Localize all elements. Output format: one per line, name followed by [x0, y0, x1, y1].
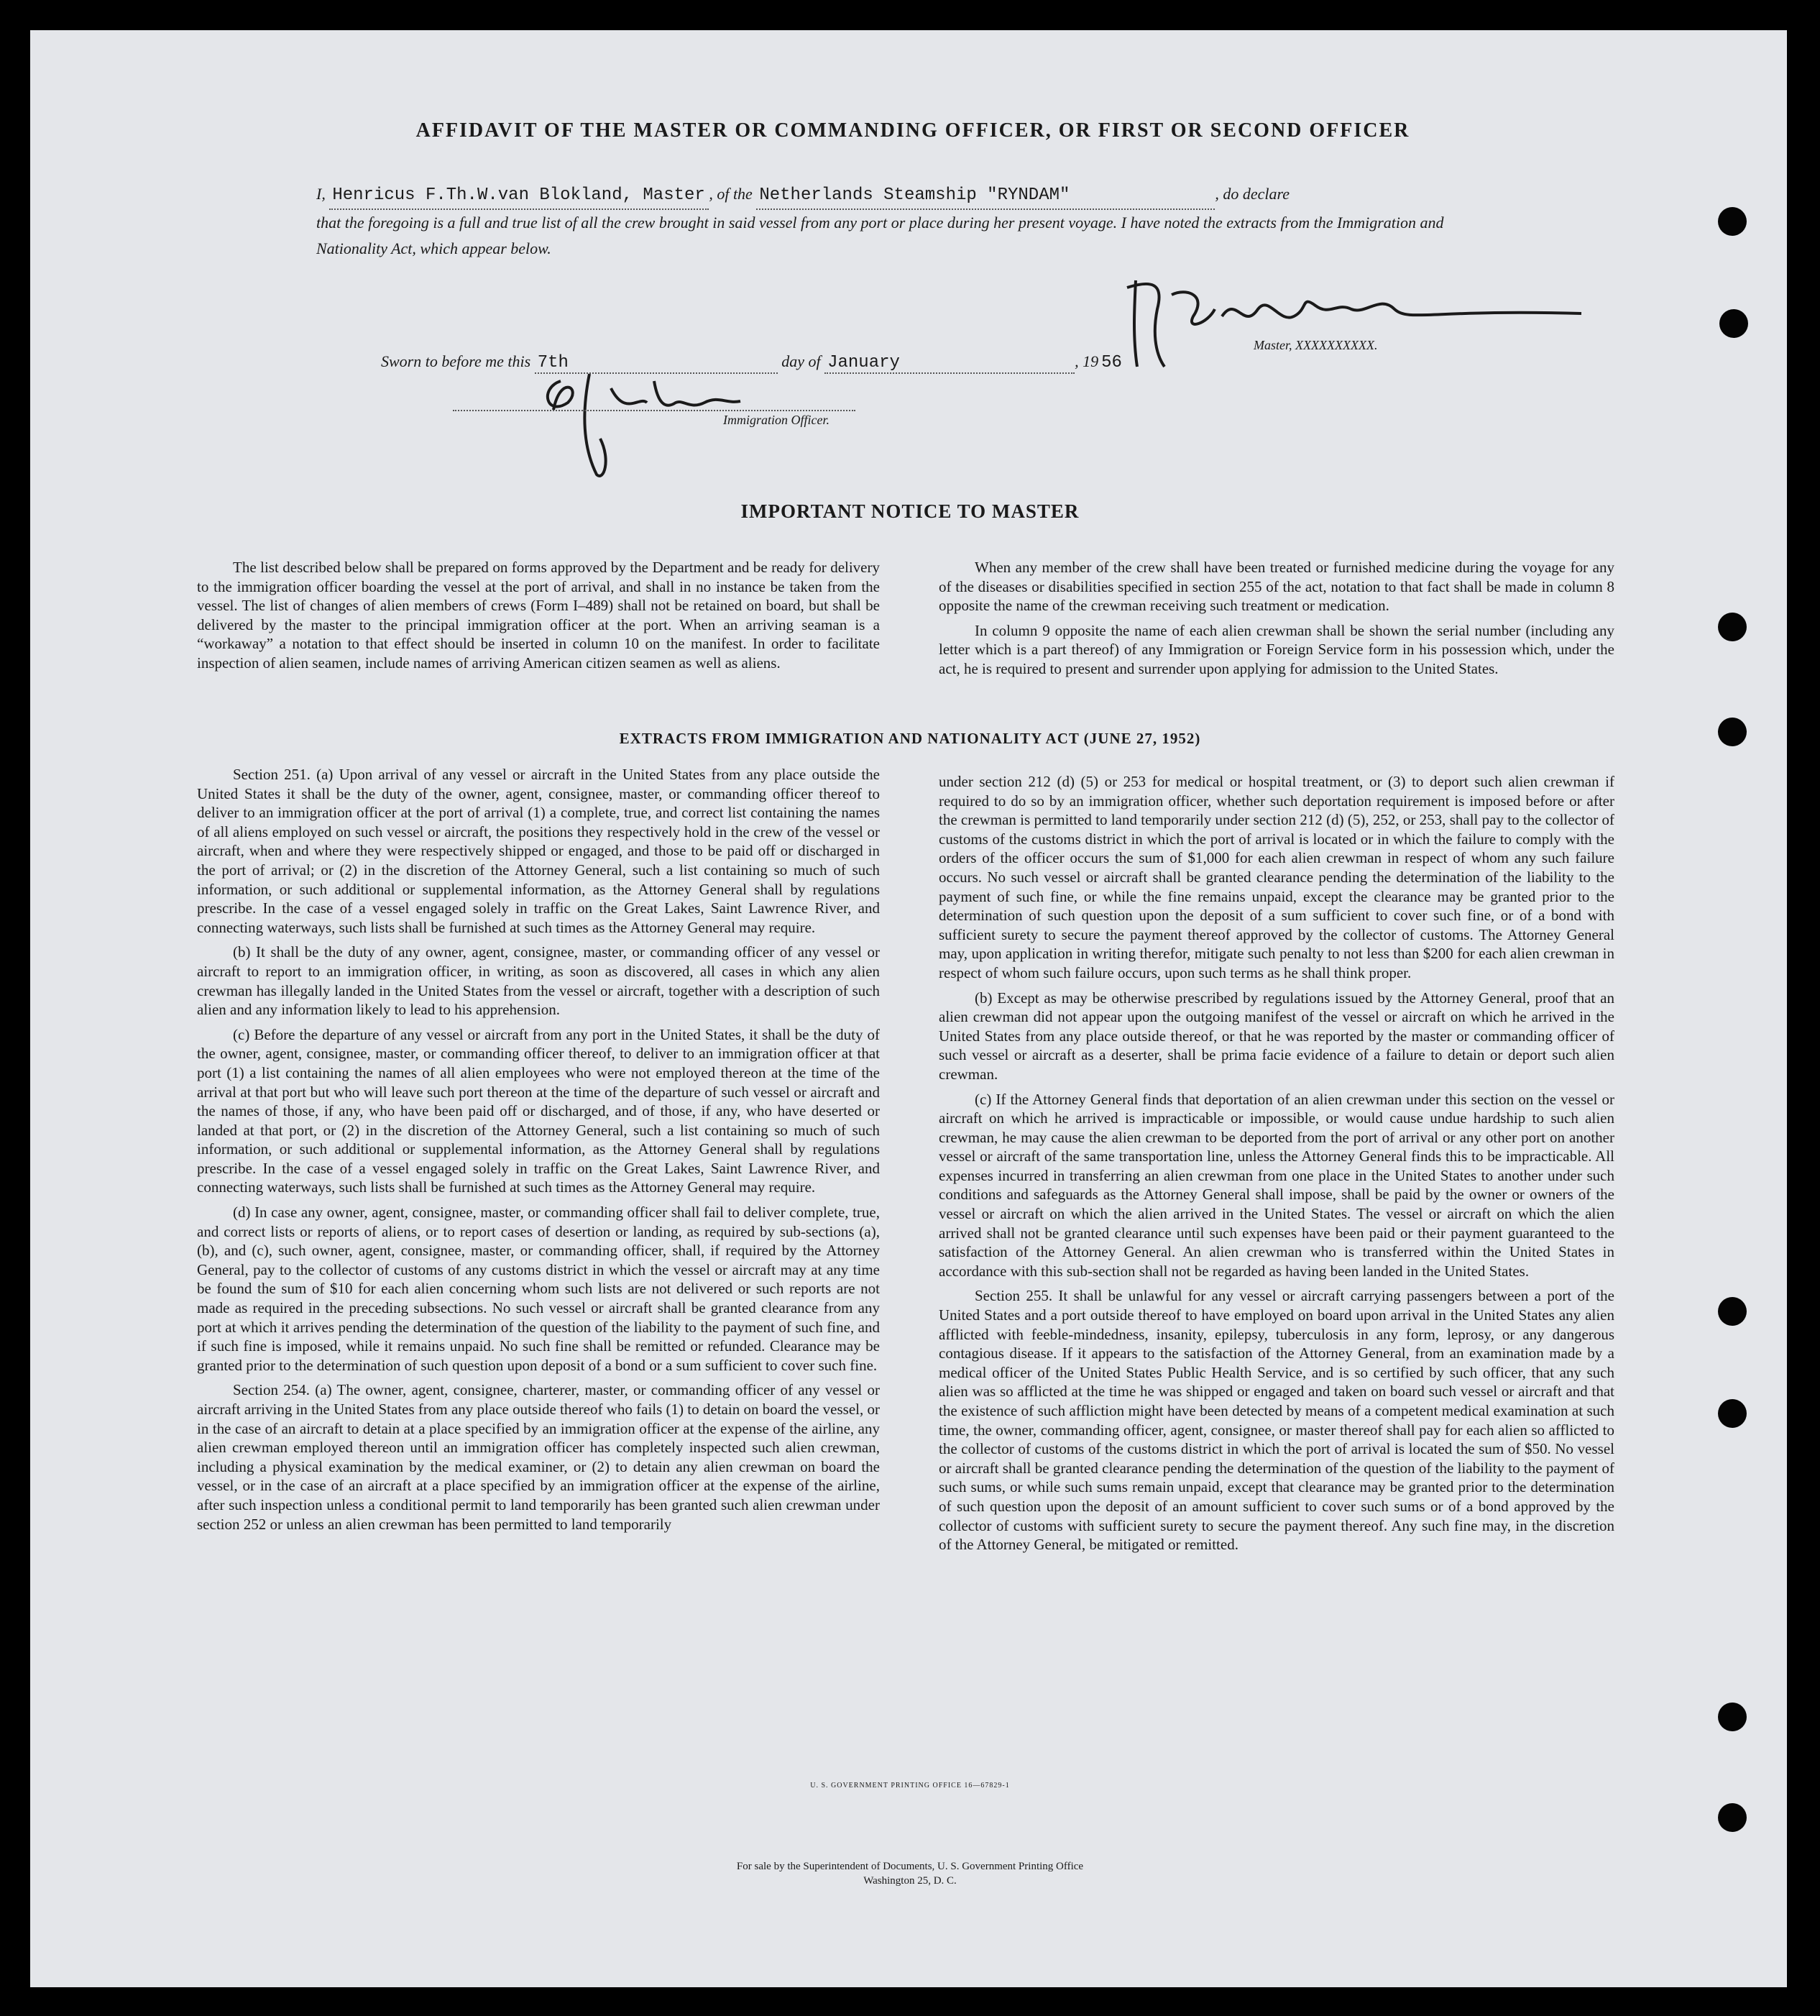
- section-paragraph: (c) If the Attorney General finds that deportation of an alien crewman under this section on the vessel or aircraft on which he arrived is impracticable or impossible, or would cause undue hardship to such alien crewman, he may cause the alien crewman to be deported from the port of arrival or any other port on another vessel or aircraft of the same transportation line, unless the Attorney General finds this to be impracticable. All expenses incurred in transferring an alien crewman from one place in the United States to another under such conditions and safeguards as the Attorney General shall impose, shall be paid by the owner or owners of the vessel or aircraft on which the alien arrived in the United States. The vessel or aircraft on which the alien arrived shall not be granted clearance until such expenses have been paid or their payment guaranteed to the satisfaction of the Attorney General. An alien crewman who is transferred within the United States in accordance with this sub-section shall not be regarded as having been landed in the United States.: [939, 1090, 1614, 1280]
- punch-hole: [1718, 1297, 1747, 1326]
- section-paragraph: (b) It shall be the duty of any owner, agent, consignee, master, or commanding officer of any vessel or aircraft to report to an immigration officer, in writing, as soon as discovered, all cases in which any alien crewman has illegally landed in the United States from the vessel or aircraft, together with a description of such alien and any information likely to lead to his apprehension.: [197, 943, 880, 1019]
- section-paragraph: (b) Except as may be otherwise prescribed by regulations issued by the Attorney General, proof that an alien crewman did not appear upon the outgoing manifest of the vessel or aircraft on which he arrived in the United States from any place outside thereof, or that he was reported by the master or commanding officer of such vessel or aircraft as a deserter, shall be prima facie evidence of a failure to detain or deport such alien crewman.: [939, 989, 1614, 1083]
- punch-hole: [1718, 1803, 1747, 1832]
- sale-line-2: Washington 25, D. C.: [863, 1875, 957, 1887]
- master-label: Master, XXXXXXXXXX.: [1254, 338, 1378, 352]
- notice-paragraph: In column 9 opposite the name of each alien crewman shall be shown the serial number (including any letter which is a part thereof) of any Immigration or Foreign Service form in his possession which, under the act, he is required to present and surrender upon applying for admission to the United States.: [939, 621, 1614, 677]
- notice-paragraph: When any member of the crew shall have been treated or furnished medicine during the voyage for any of the diseases or disabilities specified in section 255 of the act, notation to that fact shall be made in column 8 opposite the name of the crewman receiving such treatment or medication.: [939, 559, 1614, 615]
- punch-hole: [1718, 718, 1747, 746]
- section-paragraph: (c) Before the departure of any vessel or aircraft from any port in the United States, it shall be the duty of the owner, agent, consignee, master, or commanding officer thereof, to deliver to an immigration officer at that port (1) a list containing the names of all alien employees who were not employed thereon at the time of the arrival at that port but who will leave such port thereon at the time of the departure of such vessel or aircraft and the names of those, if any, who have been paid off or discharged, and of those, if any, who have deserted or landed at that port, or (2) in the discretion of the Attorney General, such a list containing so much of such information, or such additional or supplemental information, as the Attorney General shall by regulations prescribe. In the case of a vessel engaged solely in traffic on the Great Lakes, Saint Lawrence River, and connecting waterways, such lists shall be furnished at such times as the Attorney General may require.: [197, 1025, 880, 1196]
- section-paragraph: (d) In case any owner, agent, consignee, master, or commanding officer shall fail to deliver complete, true, and correct lists or reports of aliens, or to report cases of desertion or landing, as required by sub-sections (a), (b), and (c), such owner, agent, consignee, master, or commanding officer, shall, if required by the Attorney General, pay to the collector of customs of any customs district in which the vessel or aircraft may at any time be found the sum of $10 for each alien concerning whom such lists are not delivered or such reports are not made as required in the preceding subsections. No such vessel or aircraft shall be granted clearance from any port at which it arrives pending the determination of the question of the liability to the payment of such fine, and if such fine is imposed, while it remains unpaid. No such fine shall be remitted or refunded. Clearance may be granted prior to the determination of such question upon deposit of a bond or a sum sufficient to cover such fine.: [197, 1204, 880, 1374]
- section-paragraph: under section 212 (d) (5) or 253 for medical or hospital treatment, or (3) to deport such alien crewman if required to do so by an immigration officer, whether such deportation requirement is imposed before or after the crewman is permitted to land temporarily under section 212 (d) (5), 252, or 253, shall pay to the collector of customs of the customs district in which the port of arrival is located or in which the failure to comply with the orders of the officer occurs the sum of $1,000 for each alien crewman in respect of whom any such failure occurs. No such vessel or aircraft shall be granted clearance pending the determination of the liability to the payment of such fine, or while the fine remains unpaid, except the clearance may be granted prior to the determination of such question upon the deposit of a sum sufficient to cover such fine, or of a bond with sufficient surety to secure the payment thereof approved by the collector of customs. The Attorney General may, upon application in writing therefor, mitigate such penalty to not less than $200 for each alien crewman in respect of whom such failure occurs, upon such terms as he shall think proper.: [939, 773, 1614, 981]
- immigration-officer-label: Immigration Officer.: [723, 413, 829, 427]
- sale-notice: [0, 1859, 1820, 1888]
- vessel-name-field: Netherlands Steamship "RYNDAM": [756, 183, 1215, 210]
- punch-hole: [1718, 613, 1747, 641]
- sworn-label: Sworn to before me this: [381, 352, 531, 370]
- sale-line-1: For sale by the Superintendent of Documents, U. S. Government Printing Office: [736, 1861, 1084, 1872]
- punch-hole: [1719, 309, 1748, 338]
- declaration-line-1: [316, 181, 1481, 210]
- do-declare-text: , do declare: [1215, 185, 1290, 203]
- day-of-label: day of: [781, 352, 821, 370]
- prefix-text: I,: [316, 185, 326, 203]
- affidavit-title: AFFIDAVIT OF THE MASTER OR COMMANDING OFFICER, OR FIRST OR SECOND OFFICER: [415, 119, 1410, 142]
- notice-paragraph: The list described below shall be prepared on forms approved by the Department and be ready for delivery to the immigration officer boarding the vessel at the port of arrival, and shall in no instance be taken from the vessel. The list of changes of alien members of crews (Form I–489) shall not be retained on board, but shall be delivered by the master to the principal immigration officer at the port. When an arriving seaman is a “workaway” a notation to that effect should be inserted in column 10 on the manifest. In order to facilitate inspection of alien seamen, include names of arriving American citizen seamen as well as aliens.: [197, 559, 880, 672]
- declaration-text: that the foregoing is a full and true list of all the crew brought in said vessel from any port or place during her present voyage. I have noted the extracts from the Immigration and Nationality Act, which appear below.: [316, 214, 1444, 257]
- section-paragraph: Section 255. It shall be unlawful for any vessel or aircraft carrying passengers between a port of the United States and a port outside thereof to have employed on board upon arrival in the United States any alien afflicted with feeble-mindedness, insanity, epilepsy, tuberculosis in any form, leprosy, or any dangerous contagious disease. If it appears to the satisfaction of the Attorney General, from an examination made by a medical officer of the United States Public Health Service, and is so certified by such officer, that any such alien was so afflicted at the time he was shipped or engaged and taken on board such vessel or aircraft and that the existence of such affliction might have been detected by means of a competent medical examination at such time, the owner, commanding officer, agent, consignee, or master thereof shall pay for each alien so afflicted to the collector of customs of the customs district in which the port of arrival is located the sum of $50. No vessel or aircraft shall be granted clearance pending the determination of the question of the liability to the payment of such sums, or while such sums remain unpaid, except that clearance may be granted prior to the determination of such question upon the deposit of an amount sufficient to cover such sums or of a bond approved by the collector of customs with sufficient surety to secure the payment thereof. Any such fine may, in the discretion of the Attorney General, be mitigated or remitted.: [939, 1287, 1614, 1554]
- extracts-left-column: [197, 765, 880, 1539]
- year-prefix: , 19: [1075, 352, 1099, 370]
- of-the-text: , of the: [709, 185, 753, 203]
- notice-right-column: [939, 558, 1614, 684]
- extracts-title: EXTRACTS FROM IMMIGRATION AND NATIONALITY ACT (JUNE 27, 1952): [619, 730, 1201, 747]
- sworn-line: [381, 352, 1147, 374]
- section-paragraph: Section 251. (a) Upon arrival of any vessel or aircraft in the United States from any place outside the United States it shall be the duty of the owner, agent, consignee, master, or commanding officer thereof to deliver to an immigration officer at the port of arrival (1) a complete, true, and correct list containing the names of all aliens employed on such vessel or aircraft, the positions they respectively hold in the crew of the vessel or aircraft, when and where they were respectively shipped or engaged, and those to be paid off or discharged in the port of arrival; or (2) in the discretion of the Attorney General, such a list containing so much of such information, or such additional or supplemental information, as the Attorney General shall by regulations prescribe. In the case of a vessel engaged solely in traffic on the Great Lakes, Saint Lawrence River, and connecting waterways, such lists shall be furnished at such times as the Attorney General may require.: [197, 766, 880, 936]
- extracts-right-column: [939, 772, 1614, 1560]
- punch-hole: [1718, 1399, 1747, 1428]
- year-field: 56: [1101, 353, 1122, 372]
- officer-signature-line: [453, 410, 855, 411]
- notice-left-column: [197, 558, 880, 679]
- section-paragraph: Section 254. (a) The owner, agent, consignee, charterer, master, or commanding officer of any vessel or aircraft arriving in the United States from any place outside thereof who fails (1) to detain on board the vessel, or in the case of an aircraft to detain at a place specified by an immigration officer at the expense of the airline, any alien crewman employed thereon until an immigration officer has completely inspected such alien crewman, including a physical examination by the medical examiner, or (2) to detain any alien crewman on board the vessel, or in the case of an aircraft at a place specified by an immigration officer at the expense of the airline, after such inspection unless a conditional permit to land temporarily has been granted such alien crewman under section 252 or unless an alien crewman has been permitted to land temporarily: [197, 1381, 880, 1533]
- notice-title: IMPORTANT NOTICE TO MASTER: [740, 500, 1080, 522]
- punch-hole: [1718, 1703, 1747, 1731]
- master-signature: [1121, 266, 1596, 374]
- gpo-imprint: U. S. GOVERNMENT PRINTING OFFICE 16—67829-1: [810, 1782, 1010, 1790]
- declaration-block: [316, 181, 1481, 262]
- punch-hole: [1718, 207, 1747, 236]
- officer-signature: [532, 359, 748, 482]
- day-field: 7th: [535, 353, 778, 374]
- month-field: January: [824, 353, 1075, 374]
- master-name-field: Henricus F.Th.W.van Blokland, Master: [329, 183, 709, 210]
